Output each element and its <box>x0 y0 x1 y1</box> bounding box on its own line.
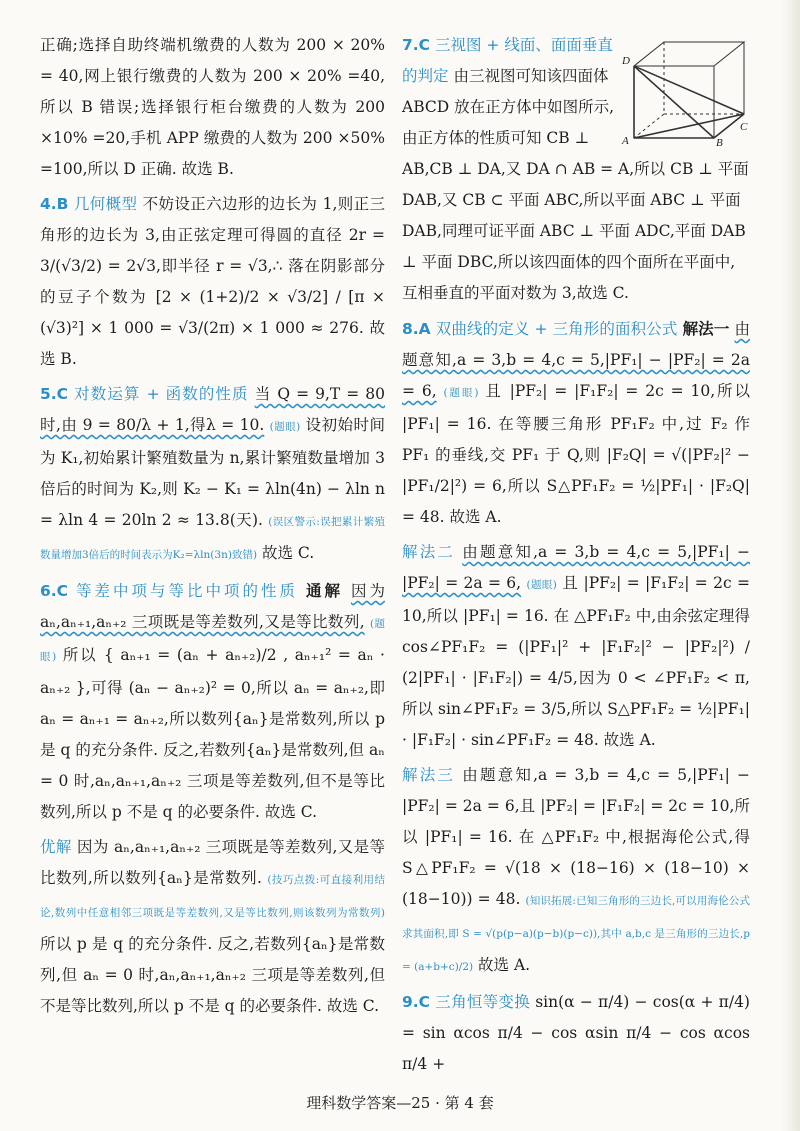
q6-answer <box>40 575 385 828</box>
q8-m1-text-a: 由题意知,a = 3,b = 4,c = 5,|PF₁| − |PF₂| = 2a = 6, <box>402 320 751 400</box>
label-A: A <box>622 135 629 146</box>
q6-tip-note: (技巧点拨:可直接利用结论,数列中任意相邻三项既是等差数列,又是等比数列,则该数列为常数列) <box>40 874 385 919</box>
q6-topic: 等差中项与等比中项的性质 <box>76 582 299 600</box>
q9-topic: 三角恒等变换 <box>435 993 530 1011</box>
q7-number: 7.C <box>402 36 431 54</box>
q4-topic: 几何概型 <box>73 195 138 213</box>
q8-m2-text-b: 且 |PF₂| = |F₁F₂| = 2c = 10,所以 |PF₁| = 16. 在 △PF₁F₂ 中,由余弦定理得 cos∠PF₁F₂ = (|PF₁|² + |F₁F₂|² − |PF₂|²) / (2|PF₁| · |F₁F₂|) = 4/5,因为 0 < ∠PF₁F₂ < π,所以 sin∠PF₁F₂ = 3/5,所以 S△PF₁F₂ = ½|PF₁| · |F₁F₂| · sin∠PF₁F₂ = 48. 故选 A. <box>402 574 750 749</box>
q4-number: 4.B <box>40 195 69 213</box>
q3-continuation: 正确;选择自助终端机缴费的人数为 200 × 20% = 40,网上银行缴费的人数为 200 × 20% =40,所以 B 错误;选择银行柜台缴费的人数为 200 ×10% =20,手机 APP 缴费的人数为 200 ×50% =100,所以 D 正确. 故选 B. <box>40 36 385 178</box>
q6-number: 6.C <box>40 582 69 600</box>
q8-knowledge-note: (知识拓展:已知三角形的三边长,可以用海伦公式求其面积,即 S = √(p(p−a)(p−b)(p−c)),其中 a,b,c 是三角形的三边长,p = (a+b+c)/2) <box>402 895 750 973</box>
q7-topic: 三视图 + 线面、面面垂直的判定 <box>402 36 613 85</box>
q5-text-a: 当 Q = 9,T = 80 时,由 9 = 80/λ + 1,得λ = 10. <box>40 385 386 434</box>
q5-topic: 对数运算 + 函数的性质 <box>74 385 249 403</box>
q6-eye-note: (题眼) <box>40 618 385 663</box>
q8-m3-text-b: 故选 A. <box>478 956 531 974</box>
q7-answer <box>402 30 750 309</box>
q5-text-b: 设初始时间为 K₁,初始累计繁殖数量为 n,累计繁殖数量增加 3 倍后的时间为 K₂,则 K₂ − K₁ = λln(4n) − λln n = λln 4 = 20ln 2 ≈ 13.8(天). <box>40 416 385 529</box>
q8-topic: 双曲线的定义 + 三角形的面积公式 <box>435 320 678 338</box>
q8-method1-label: 解法一 <box>682 319 730 338</box>
right-column <box>402 30 750 1084</box>
q5-number: 5.C <box>40 385 69 403</box>
q6-alt-label: 优解 <box>40 838 72 856</box>
page-footer: 理科数学答案—25 · 第 4 套 <box>306 1094 494 1112</box>
label-B: B <box>716 137 723 146</box>
q6-alt-answer <box>40 832 385 1022</box>
q9-answer <box>402 987 750 1080</box>
q5-answer <box>40 379 385 571</box>
q6-alt-text-b: 所以 p 是 q 的充分条件. 反之,若数列{aₙ}是常数列,但 aₙ = 0 时,aₙ,aₙ₊₁,aₙ₊₂ 三项是等差数列,但不是等比数列,所以 p 不是 q 的必要条件. 故选 C. <box>40 935 385 1015</box>
q8-number: 8.A <box>402 320 431 338</box>
q4-answer <box>40 189 385 375</box>
q8-m2-text-a: 由题意知,a = 3,b = 4,c = 5,|PF₁| − |PF₂| = 2a = 6, <box>402 543 750 592</box>
q9-number: 9.C <box>402 993 431 1011</box>
cube-figure <box>620 30 750 146</box>
q8-answer <box>402 313 750 533</box>
q8-m1-text-b: 且 |PF₂| = |F₁F₂| = 2c = 10,所以 |PF₁| = 16. 在等腰三角形 PF₁F₂ 中,过 F₂ 作 PF₁ 的垂线,交 PF₁ 于 Q,则 |F₂Q| = √(|PF₂|² − |PF₁/2|²) = 6,所以 S△PF₁F₂ = ½|PF₁| · |F₂Q| = 48. 故选 A. <box>402 382 750 526</box>
label-D: D <box>622 55 630 67</box>
label-C: C <box>740 121 748 133</box>
left-column <box>40 30 385 1026</box>
q4-text: 不妨设正六边形的边长为 1,则正三角形的边长为 3,由正弦定理可得圆的直径 2r = 3/(√3/2) = 2√3,即半径 r = √3,∴ 落在阴影部分的豆子个数为 [2 × (1+2)/2 × √3/2] / [π × (√3)²] × 1 000 = √3/(2π) × 1 000 ≈ 276. 故选 B. <box>40 195 385 368</box>
q6-method-label: 通解 <box>306 581 344 600</box>
q6-alt-text-a: 因为 aₙ,aₙ₊₁,aₙ₊₂ 三项既是等差数列,又是等比数列,所以数列{aₙ}是常数列. <box>40 838 385 887</box>
q8-method3 <box>402 760 750 983</box>
q5-text-c: 故选 C. <box>261 544 315 562</box>
q8-eye-note: (题眼) <box>443 387 479 399</box>
q8-method2-label: 解法二 <box>402 543 456 561</box>
page-binding-edge <box>782 0 800 1131</box>
q7-text: 由三视图可知该四面体 ABCD 放在正方体中如图所示,由正方体的性质可知 CB ⊥ AB,CB ⊥ DA,又 DA ∩ AB = A,所以 CB ⊥ 平面 DAB,又 CB ⊂ 平面 ABC,所以平面 ABC ⊥ 平面 DAB,同理可证平面 ABC ⊥ 平面 ADC,平面 DAB ⊥ 平面 DBC,所以该四面体的四个面所在平面中,互相垂直的平面对数为 3,故选 C. <box>402 67 749 302</box>
q6-text-a: 因为 aₙ,aₙ₊₁,aₙ₊₂ 三项既是等差数列,又是等比数列, <box>40 582 385 631</box>
q8-m3-text-a: 由题意知,a = 3,b = 4,c = 5,|PF₁| − |PF₂| = 2a = 6,且 |PF₂| = |F₁F₂| = 2c = 10,所以 |PF₁| = 16. 在 △PF₁F₂ 中,根据海伦公式,得 S△PF₁F₂ = √(18 × (18−16) × (18−10) × (18−10)) = 48. <box>402 766 750 908</box>
q6-text-b: 所以 { aₙ₊₁ = (aₙ + aₙ₊₂)/2 , aₙ₊₁² = aₙ · aₙ₊₂ },可得 (aₙ − aₙ₊₂)² = 0,所以 aₙ = aₙ₊₂,即 aₙ = aₙ₊₁ = aₙ₊₂,所以数列{aₙ}是常数列,所以 p 是 q 的充分条件. 反之,若数列{aₙ}是常数列,但 aₙ = 0 时,aₙ,aₙ₊₁,aₙ₊₂ 三项是等差数列,但不是等比数列,所以 p 不是 q 的必要条件. 故选 C. <box>40 646 385 821</box>
q8-method2 <box>402 537 750 756</box>
q5-pitfall-note: (误区警示:误把累计繁殖数量增加3倍后的时间表示为K₂=λln(3n)致错) <box>40 516 385 561</box>
q8-method3-label: 解法三 <box>402 766 456 784</box>
q9-text: sin(α − π/4) − cos(α + π/4) = sin αcos π/4 − cos αsin π/4 − cos αcos π/4 + <box>402 993 750 1073</box>
q8-eye-note-2: (题眼) <box>526 579 557 591</box>
q5-eye-note: (题眼) <box>269 421 301 433</box>
